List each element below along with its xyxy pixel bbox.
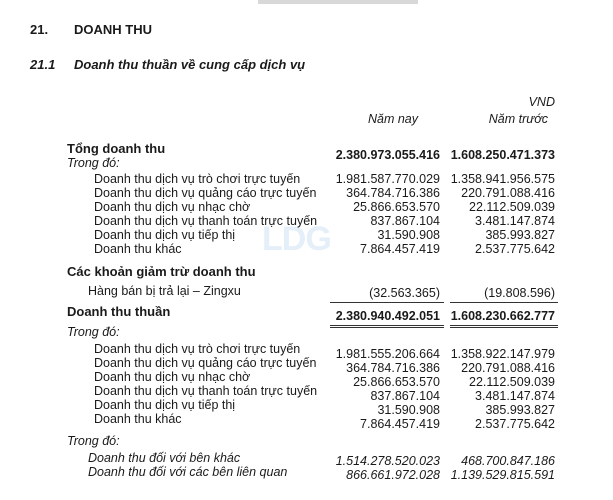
list-item: Doanh thu dịch vụ tiếp thị: [94, 228, 236, 242]
list-item: Doanh thu dịch vụ quảng cáo trực tuyến: [94, 356, 317, 370]
total-rule-current: [330, 325, 444, 326]
net-revenue-current: 2.380.940.492.051: [335, 309, 440, 323]
list-item: Doanh thu dịch vụ trò chơi trực tuyến: [94, 172, 301, 186]
list-item: Doanh thu dịch vụ nhạc chờ: [94, 200, 251, 214]
list-item-current: 25.866.653.570: [353, 375, 440, 389]
list-item: Doanh thu dịch vụ thanh toán trực tuyến: [94, 214, 318, 228]
list-item-current: 837.867.104: [370, 214, 440, 228]
deductions-label: Các khoản giảm trừ doanh thu: [67, 264, 256, 279]
total-breakdown-label: Trong đó:: [67, 156, 120, 170]
list-item-previous: 1.358.922.147.979: [450, 347, 555, 361]
party-breakdown-label: Trong đó:: [67, 434, 120, 448]
list-item: Doanh thu dịch vụ nhạc chờ: [94, 370, 251, 384]
list-item-previous: 220.791.088.416: [461, 361, 555, 375]
list-item-previous: 22.112.509.039: [469, 200, 555, 214]
total-double-rule-current: [330, 327, 444, 328]
list-item-current: 364.784.716.386: [346, 186, 440, 200]
list-item: Doanh thu khác: [94, 242, 182, 256]
list-item-current: 7.864.457.419: [360, 242, 440, 256]
party-item-related: Doanh thu đối với các bên liên quan: [88, 465, 288, 479]
total-revenue-previous: 1.608.250.471.373: [450, 148, 555, 162]
section-number: 21.: [30, 22, 49, 37]
list-item-previous: 385.993.827: [485, 228, 555, 242]
total-revenue-current: 2.380.973.055.416: [335, 148, 440, 162]
returns-label: Hàng bán bị trả lại – Zingxu: [88, 284, 241, 298]
total-revenue-label: Tổng doanh thu: [67, 141, 166, 156]
returns-previous: (19.808.596): [484, 286, 555, 300]
list-item-previous: 220.791.088.416: [461, 186, 555, 200]
list-item: Doanh thu khác: [94, 412, 182, 426]
list-item-previous: 2.537.775.642: [475, 417, 555, 431]
list-item: Doanh thu dịch vụ thanh toán trực tuyến: [94, 384, 318, 398]
subtotal-rule-current: [330, 302, 444, 303]
net-revenue-previous: 1.608.230.662.777: [450, 309, 555, 323]
list-item-current: 837.867.104: [370, 389, 440, 403]
party-item-related-current: 866.661.972.028: [346, 468, 440, 482]
list-item-previous: 22.112.509.039: [469, 375, 555, 389]
list-item: Doanh thu dịch vụ tiếp thị: [94, 398, 236, 412]
list-item-current: 31.590.908: [377, 228, 440, 242]
watermark-logo: LDG: [262, 220, 331, 258]
list-item-previous: 1.358.941.956.575: [450, 172, 555, 186]
returns-current: (32.563.365): [369, 286, 440, 300]
total-rule-previous: [450, 325, 558, 326]
net-breakdown-label: Trong đó:: [67, 325, 120, 339]
party-item-other-previous: 468.700.847.186: [461, 454, 555, 468]
column-current-year: Năm nay: [367, 112, 418, 126]
list-item: Doanh thu dịch vụ trò chơi trực tuyến: [94, 342, 301, 356]
subtotal-rule-previous: [450, 302, 558, 303]
list-item-current: 1.981.587.770.029: [335, 172, 440, 186]
list-item-current: 1.981.555.206.664: [335, 347, 440, 361]
currency-label: VND: [528, 95, 555, 109]
list-item-previous: 2.537.775.642: [475, 242, 555, 256]
list-item-previous: 385.993.827: [485, 403, 555, 417]
subsection-number: 21.1: [30, 57, 56, 72]
column-previous-year: Năm trước: [488, 112, 548, 126]
cropped-header-mark: [258, 0, 418, 4]
party-item-other: Doanh thu đối với bên khác: [88, 451, 241, 465]
list-item-current: 364.784.716.386: [346, 361, 440, 375]
party-item-other-current: 1.514.278.520.023: [335, 454, 440, 468]
list-item-current: 25.866.653.570: [353, 200, 440, 214]
party-item-related-previous: 1.139.529.815.591: [450, 468, 555, 482]
list-item-previous: 3.481.147.874: [475, 389, 555, 403]
list-item-current: 7.864.457.419: [360, 417, 440, 431]
net-revenue-label: Doanh thu thuần: [67, 304, 171, 319]
total-double-rule-previous: [450, 327, 558, 328]
list-item-current: 31.590.908: [377, 403, 440, 417]
subsection-title: Doanh thu thuần về cung cấp dịch vụ: [74, 57, 306, 72]
list-item-previous: 3.481.147.874: [475, 214, 555, 228]
section-title: DOANH THU: [74, 22, 152, 37]
list-item: Doanh thu dịch vụ quảng cáo trực tuyến: [94, 186, 317, 200]
